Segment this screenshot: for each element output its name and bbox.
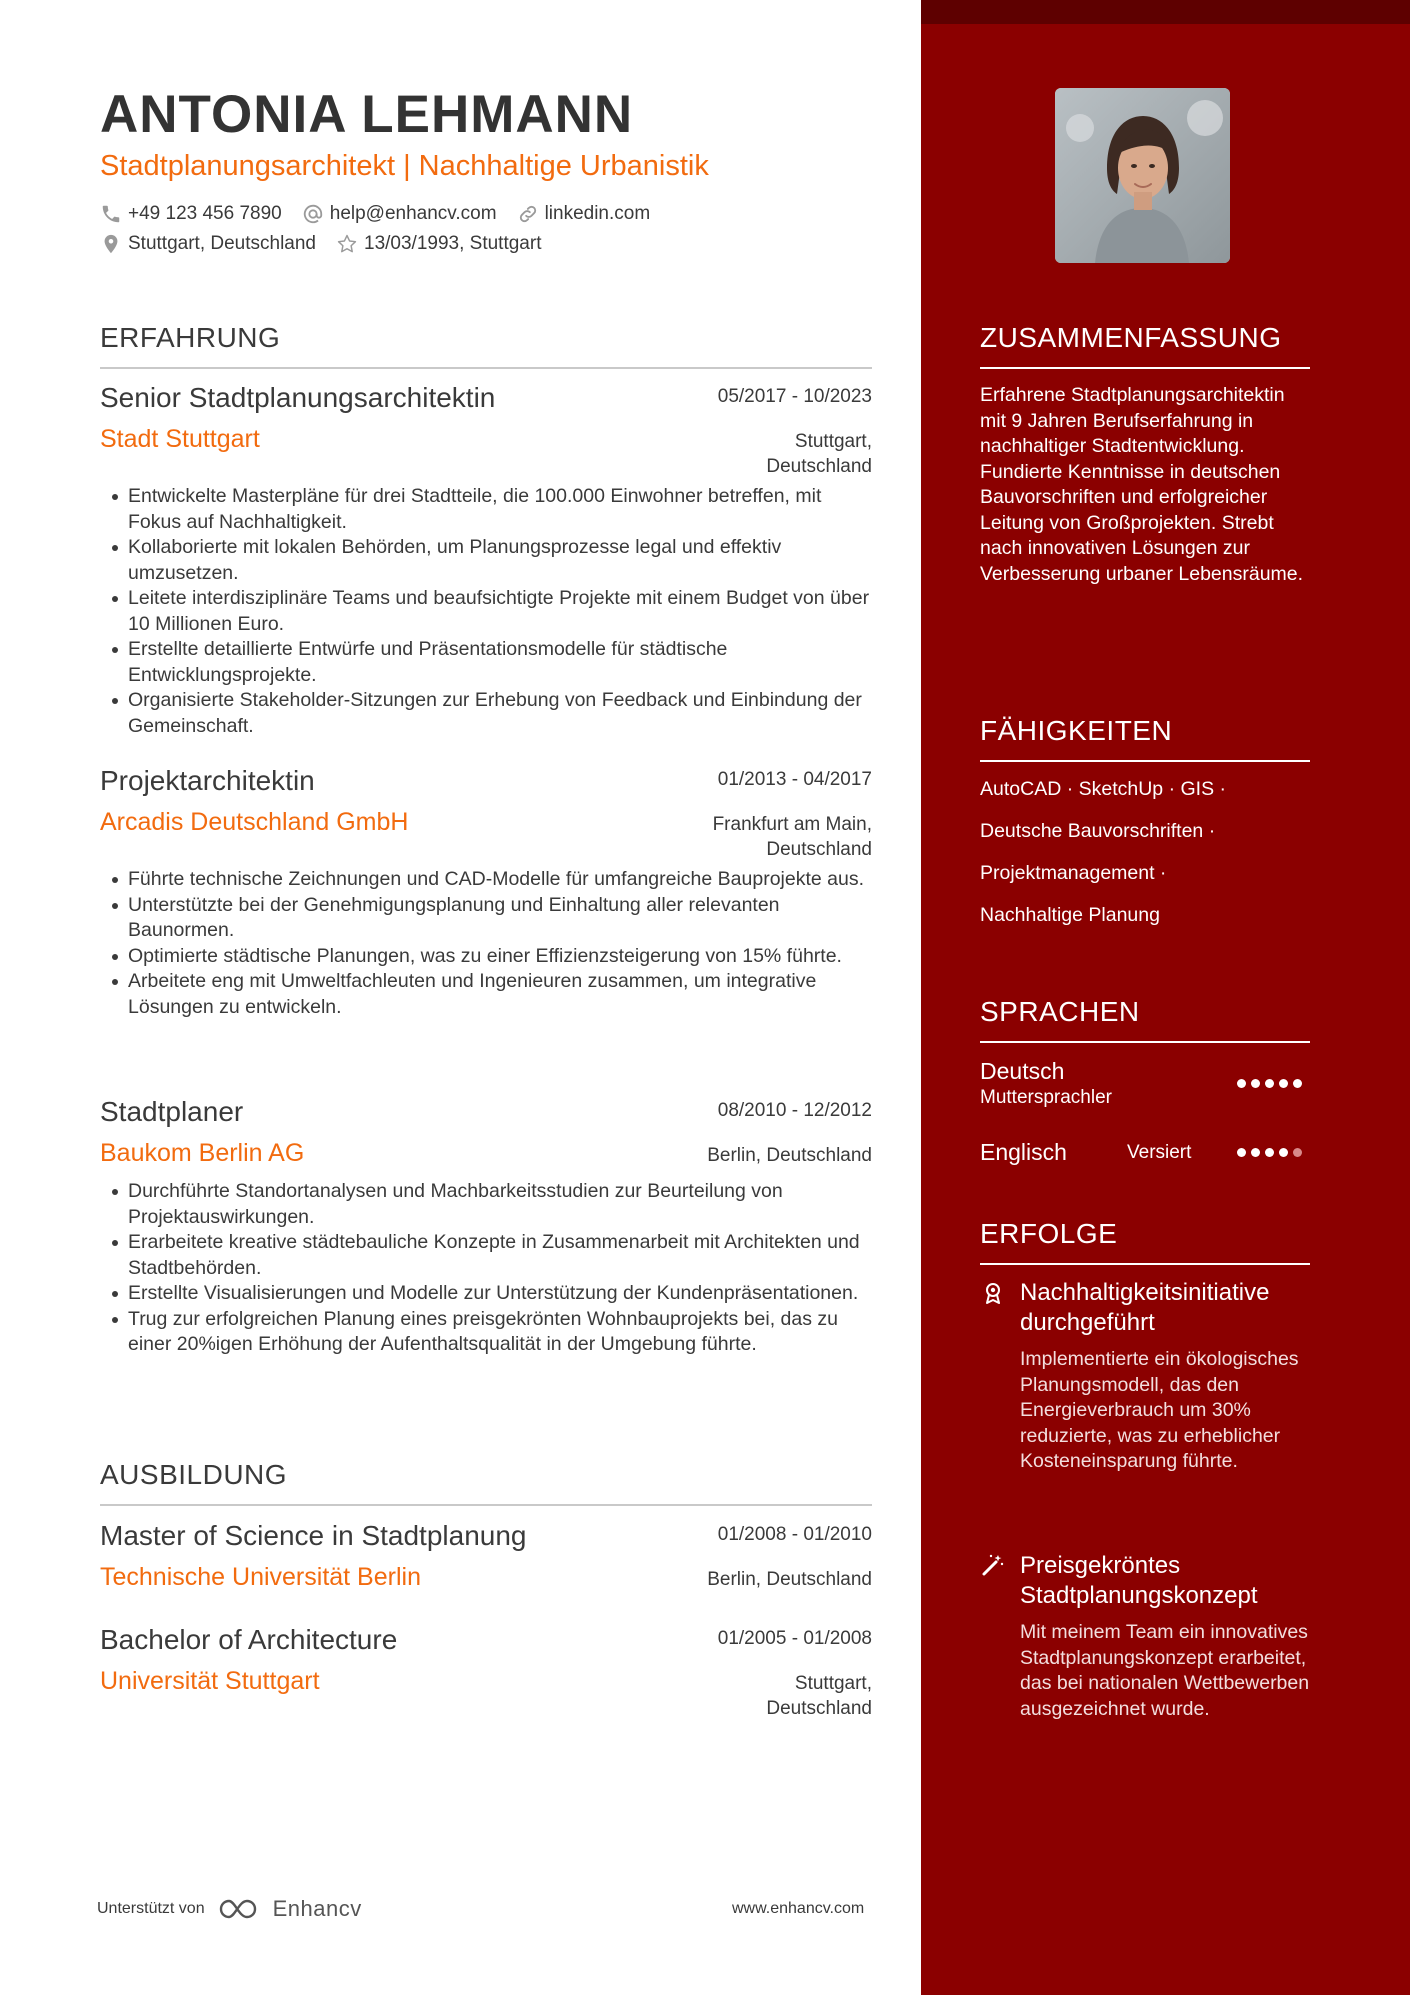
star-icon [336, 233, 358, 255]
school-location-line: Berlin, Deutschland [707, 1569, 872, 1590]
profile-photo [1055, 88, 1230, 263]
job-location-line: Frankfurt am Main, [712, 814, 872, 835]
language-name: Deutsch [980, 1058, 1065, 1084]
language-name: Englisch [980, 1139, 1067, 1165]
award-icon [981, 1281, 1005, 1305]
job-dates: 01/2013 - 04/2017 [717, 769, 872, 790]
job-bullet: Führte technische Zeichnungen und CAD-Modelle für umfangreiche Bauprojekte aus. [100, 867, 872, 893]
phone-icon [100, 203, 122, 225]
language-rating [1237, 1079, 1307, 1088]
job-company: Baukom Berlin AG [100, 1139, 305, 1167]
enhancv-logo[interactable] [217, 1896, 362, 1922]
languages-rule [980, 1041, 1310, 1043]
experience-entry [100, 765, 872, 1085]
job-location-line: Berlin, Deutschland [707, 1145, 872, 1166]
school-location [766, 1671, 872, 1721]
contact-linkedin [517, 203, 651, 225]
at-icon [302, 203, 324, 225]
education-entry [100, 1624, 872, 1724]
rating-dot [1265, 1079, 1274, 1088]
candidate-name: ANTONIA LEHMANN [100, 85, 634, 144]
phone-text[interactable]: +49 123 456 7890 [128, 203, 282, 224]
job-bullets [100, 484, 872, 739]
education-heading: AUSBILDUNG [100, 1459, 288, 1490]
achievement-title: Preisgekröntes Stadtplanungskonzept [1020, 1552, 1258, 1609]
rating-dot [1251, 1079, 1260, 1088]
achievement-title: Nachhaltigkeitsinitiative durchgeführt [1020, 1279, 1270, 1336]
birth-text: 13/03/1993, Stuttgart [364, 233, 542, 254]
profile-photo-image [1055, 88, 1230, 263]
candidate-headline: Stadtplanungsarchitekt | Nachhaltige Urbanistik [100, 150, 709, 182]
rating-dot [1251, 1148, 1260, 1157]
job-company: Arcadis Deutschland GmbH [100, 808, 409, 836]
skills-line: Projektmanagement · [980, 862, 1167, 884]
enhancv-logo-text: Enhancv [272, 1896, 362, 1921]
degree-dates: 01/2008 - 01/2010 [717, 1524, 872, 1545]
contact-phone [100, 203, 282, 225]
location-pin-icon [100, 233, 122, 255]
language-level: Versiert [1127, 1142, 1192, 1163]
skills-line: AutoCAD · SketchUp · GIS · [980, 778, 1226, 800]
achievement-description: Mit meinem Team ein innovatives Stadtplanungskonzept erarbeitet, das bei nationalen Wettbewerben ausgezeichnet wurde. [1020, 1621, 1310, 1720]
job-location-line: Deutschland [766, 839, 872, 860]
rating-dot [1279, 1148, 1288, 1157]
enhancv-logo-icon [217, 1897, 265, 1921]
linkedin-text[interactable]: linkedin.com [544, 203, 651, 224]
skills-rule [980, 760, 1310, 762]
rating-dot [1237, 1148, 1246, 1157]
achievements-rule [980, 1263, 1310, 1265]
language-rating [1237, 1148, 1307, 1157]
job-location-line: Stuttgart, [794, 431, 872, 452]
location-text: Stuttgart, Deutschland [128, 233, 316, 254]
job-bullet: Trug zur erfolgreichen Planung eines preisgekrönten Wohnbauprojekts bei, das zu einer 20%igen Erhöhung der Aufenthaltsqualität in der Umgebung führte. [100, 1307, 872, 1358]
achievements-heading: ERFOLGE [980, 1218, 1118, 1249]
magic-wand-icon [981, 1553, 1005, 1577]
experience-entry [100, 382, 872, 742]
school-name: Universität Stuttgart [100, 1667, 320, 1695]
achievement-description: Implementierte ein ökologisches Planungsmodell, das den Energieverbrauch um 30% reduzierte, was zu erheblicher Kosteneinsparung führte. [1020, 1348, 1299, 1472]
job-company: Stadt Stuttgart [100, 425, 260, 453]
school-location [707, 1567, 872, 1592]
job-dates: 08/2010 - 12/2012 [717, 1100, 872, 1121]
contact-row-1 [100, 203, 670, 225]
contact-birth [336, 233, 541, 255]
summary-heading: ZUSAMMENFASSUNG [980, 322, 1282, 353]
job-bullets [100, 867, 872, 1020]
summary-rule [980, 367, 1310, 369]
skills-heading: FÄHIGKEITEN [980, 715, 1173, 746]
job-dates: 05/2017 - 10/2023 [717, 386, 872, 407]
job-title: Senior Stadtplanungsarchitektin [100, 382, 496, 413]
contact-email [302, 203, 497, 225]
school-location-line: Deutschland [766, 1698, 872, 1719]
job-bullet: Erarbeitete kreative städtebauliche Konzepte in Zusammenarbeit mit Architekten und Stadtbehörden. [100, 1230, 872, 1281]
job-bullet: Durchführte Standortanalysen und Machbarkeitsstudien zur Beurteilung von Projektauswirkungen. [100, 1179, 872, 1230]
rating-dot [1293, 1148, 1302, 1157]
experience-rule [100, 367, 872, 369]
job-bullet: Organisierte Stakeholder-Sitzungen zur Erhebung von Feedback und Einbindung der Gemeinschaft. [100, 688, 872, 739]
job-location [707, 1143, 872, 1168]
link-icon [517, 203, 539, 225]
experience-entry [100, 1096, 872, 1416]
summary-text: Erfahrene Stadtplanungsarchitektin mit 9 Jahren Berufserfahrung in nachhaltiger Stadtentwicklung. Fundierte Kenntnisse in deutschen Bauvorschriften und erfolgreicher Leitung von Großprojekten. Strebt nach innovativen Lösungen zur Verbesserung urbaner Lebensräume. [980, 384, 1304, 585]
contact-row-2 [100, 233, 561, 255]
job-bullet: Optimierte städtische Planungen, was zu einer Effizienzsteigerung von 15% führte. [100, 944, 872, 970]
job-title: Projektarchitektin [100, 765, 315, 796]
footer-powered-by [97, 1896, 362, 1922]
job-location [766, 429, 872, 479]
degree-title: Master of Science in Stadtplanung [100, 1520, 527, 1551]
rating-dot [1237, 1079, 1246, 1088]
education-entry [100, 1520, 872, 1610]
sidebar [921, 0, 1410, 1995]
job-location-line: Deutschland [766, 456, 872, 477]
school-location-line: Stuttgart, [794, 1673, 872, 1694]
email-text[interactable]: help@enhancv.com [329, 203, 497, 224]
contact-location [100, 233, 316, 255]
skills-line: Nachhaltige Planung [980, 904, 1160, 926]
job-bullet: Erstellte Visualisierungen und Modelle zur Unterstützung der Kundenpräsentationen. [100, 1281, 872, 1307]
school-name: Technische Universität Berlin [100, 1563, 421, 1591]
rating-dot [1265, 1148, 1274, 1157]
job-bullets [100, 1179, 872, 1358]
job-bullet: Unterstützte bei der Genehmigungsplanung und Einhaltung aller relevanten Baunormen. [100, 893, 872, 944]
skills-line: Deutsche Bauvorschriften · [980, 820, 1216, 842]
job-bullet: Entwickelte Masterpläne für drei Stadtteile, die 100.000 Einwohner betreffen, mit Fokus auf Nachhaltigkeit. [100, 484, 872, 535]
sidebar-top-band [921, 0, 1410, 24]
job-location [713, 812, 872, 862]
footer-url[interactable]: www.enhancv.com [732, 1900, 865, 1917]
rating-dot [1279, 1079, 1288, 1088]
powered-by-text: Unterstützt von [97, 1900, 205, 1917]
job-bullet: Leitete interdisziplinäre Teams und beaufsichtigte Projekte mit einem Budget von über 10 Millionen Euro. [100, 586, 872, 637]
degree-title: Bachelor of Architecture [100, 1624, 398, 1655]
degree-dates: 01/2005 - 01/2008 [717, 1628, 872, 1649]
rating-dot [1293, 1079, 1302, 1088]
job-bullet: Arbeitete eng mit Umweltfachleuten und Ingenieuren zusammen, um integrative Lösungen zu entwickeln. [100, 969, 872, 1020]
languages-heading: SPRACHEN [980, 996, 1140, 1027]
job-bullet: Kollaborierte mit lokalen Behörden, um Planungsprozesse legal und effektiv umzusetzen. [100, 535, 872, 586]
education-rule [100, 1504, 872, 1506]
experience-heading: ERFAHRUNG [100, 322, 281, 353]
language-level: Muttersprachler [980, 1087, 1112, 1108]
job-bullet: Erstellte detaillierte Entwürfe und Präsentationsmodelle für städtische Entwicklungsprojekte. [100, 637, 872, 688]
job-title: Stadtplaner [100, 1096, 244, 1127]
